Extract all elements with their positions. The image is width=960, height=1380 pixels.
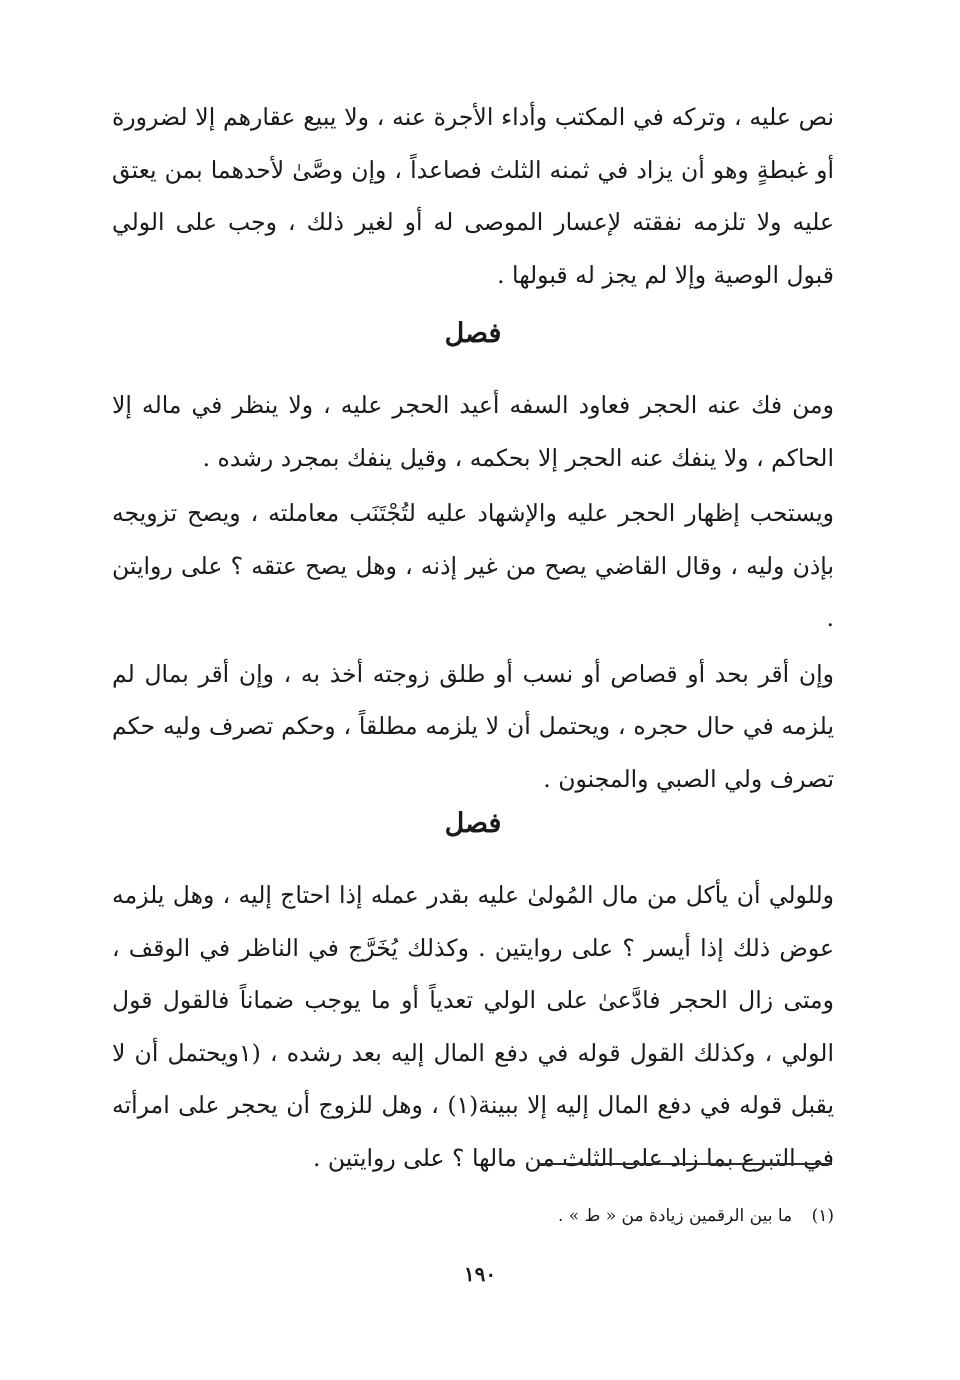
footnote-divider (538, 1163, 832, 1165)
paragraph: وإن أقر بحد أو قصاص أو نسب أو طلق زوجته أخذ به ، وإن أقر بمال لم يلزمه في حال حجره ، ويحتمل أن لا يلزمه مطلقاً ، وحكم تصرف وليه حكم تصرف ولي الصبي والمجنون . (112, 659, 834, 793)
page-number: ١٩٠ (463, 1262, 497, 1286)
footnote-number: (١) (811, 1206, 834, 1226)
section-heading: فصل (444, 808, 502, 839)
body-text-section-2 (112, 379, 834, 805)
body-text-section-3 (112, 869, 834, 1184)
paragraph: ومن فك عنه الحجر فعاود السفه أعيد الحجر عليه ، ولا ينظر في ماله إلا الحاكم ، ولا ينفك عنه الحجر إلا بحكمه ، وقيل ينفك بمجرد رشده . (112, 391, 834, 472)
footnote (400, 1206, 834, 1226)
paragraph: نص عليه ، وتركه في المكتب وأداء الأجرة عنه ، ولا يبيع عقارهم إلا لضرورة أو غبطةٍ وهو أن يزاد في ثمنه الثلث فصاعداً ، وإن وصَّىٰ لأحدهما بمن يعتق عليه ولا تلزمه نفقته لإعسار الموصى له أو لغير ذلك ، وجب على الولي قبول الوصية وإلا لم يجز له قبولها . (112, 103, 834, 289)
body-text-section-1 (112, 91, 834, 301)
paragraph: ويستحب إظهار الحجر عليه والإشهاد عليه لتُجْتَنَب معاملته ، ويصح تزويجه بإذن وليه ، وقال القاضي يصح من غير إذنه ، وهل يصح عتقه ؟ على روايتن . (112, 499, 834, 632)
paragraph: وللولي أن يأكل من مال المُولىٰ عليه بقدر عمله إذا احتاج إليه ، وهل يلزمه عوض ذلك إذا أيسر ؟ على روايتين . وكذلك يُخَرَّج في الناظر في الوقف ، ومتى زال الحجر فادَّعىٰ على الولي تعدياً أو ما يوجب ضماناً فالقول قول الولي ، وكذلك القول قوله في دفع المال إليه بعد رشده ، (١ويحتمل أن لا يقبل قوله في دفع المال إليه إلا ببينة(١) ، وهل للزوج أن يحجر على امرأته في التبرع بما زاد على الثلث من مالها ؟ على روايتين . (112, 881, 835, 1172)
section-heading: فصل (444, 318, 502, 349)
footnote-text: ما بين الرقمين زيادة من « ط » . (557, 1206, 793, 1226)
